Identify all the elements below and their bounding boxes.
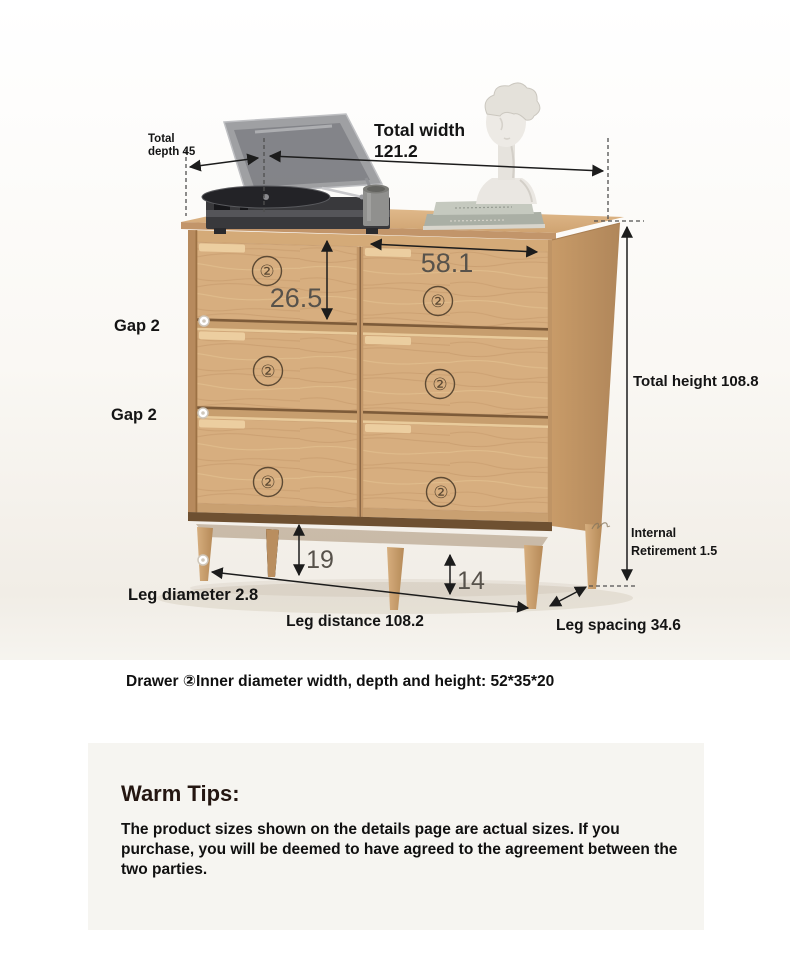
floor-clearance-value: 19 xyxy=(306,546,334,574)
drawer-badge: ② xyxy=(432,375,448,394)
cup xyxy=(363,185,389,227)
leg-height-value: 14 xyxy=(457,567,485,595)
leg-distance-label: Leg distance 108.2 xyxy=(286,613,424,630)
drawer-badge: ② xyxy=(433,483,449,502)
drawer-badge: ② xyxy=(260,473,276,492)
drawer xyxy=(197,418,357,507)
warm-tips-body: The product sizes shown on the details page are actual sizes. If you purchase, you will be deemed to have agreed to the agreement between the two parties. xyxy=(121,821,678,879)
total-width-label-line2: 121.2 xyxy=(374,141,418,161)
internal-retirement-label-line1: Internal xyxy=(631,526,677,540)
total-depth-label-line1: Total xyxy=(148,133,175,145)
warm-tips-box xyxy=(88,743,704,930)
internal-retirement-label-line2: Retirement 1.5 xyxy=(631,544,718,558)
drawer xyxy=(363,423,548,513)
drawer xyxy=(197,330,357,410)
warm-tips-title: Warm Tips: xyxy=(121,781,240,806)
drawer-badge: ② xyxy=(430,292,446,311)
drawer-fronts xyxy=(197,242,548,513)
drawer xyxy=(363,335,548,416)
leg-diameter-label: Leg diameter 2.8 xyxy=(128,586,259,604)
total-width-label-line1: Total width xyxy=(374,120,466,140)
drawer-inner-size-caption: Drawer ②Inner diameter width, depth and height: 52*35*20 xyxy=(126,673,555,690)
drawer-badge: ② xyxy=(260,362,276,381)
gap-top-label: Gap 2 xyxy=(114,317,160,335)
total-height-label: Total height 108.8 xyxy=(633,373,759,390)
drawer-height-value: 26.5 xyxy=(269,283,323,313)
total-depth-label-line2: depth 45 xyxy=(148,146,196,158)
drawer-width-value: 58.1 xyxy=(420,248,474,278)
cabinet-front xyxy=(188,230,552,531)
drawer-badge: ② xyxy=(259,262,275,281)
books-stack xyxy=(423,200,545,230)
gap-bottom-label: Gap 2 xyxy=(111,406,157,424)
leg-spacing-label: Leg spacing 34.6 xyxy=(556,617,681,634)
